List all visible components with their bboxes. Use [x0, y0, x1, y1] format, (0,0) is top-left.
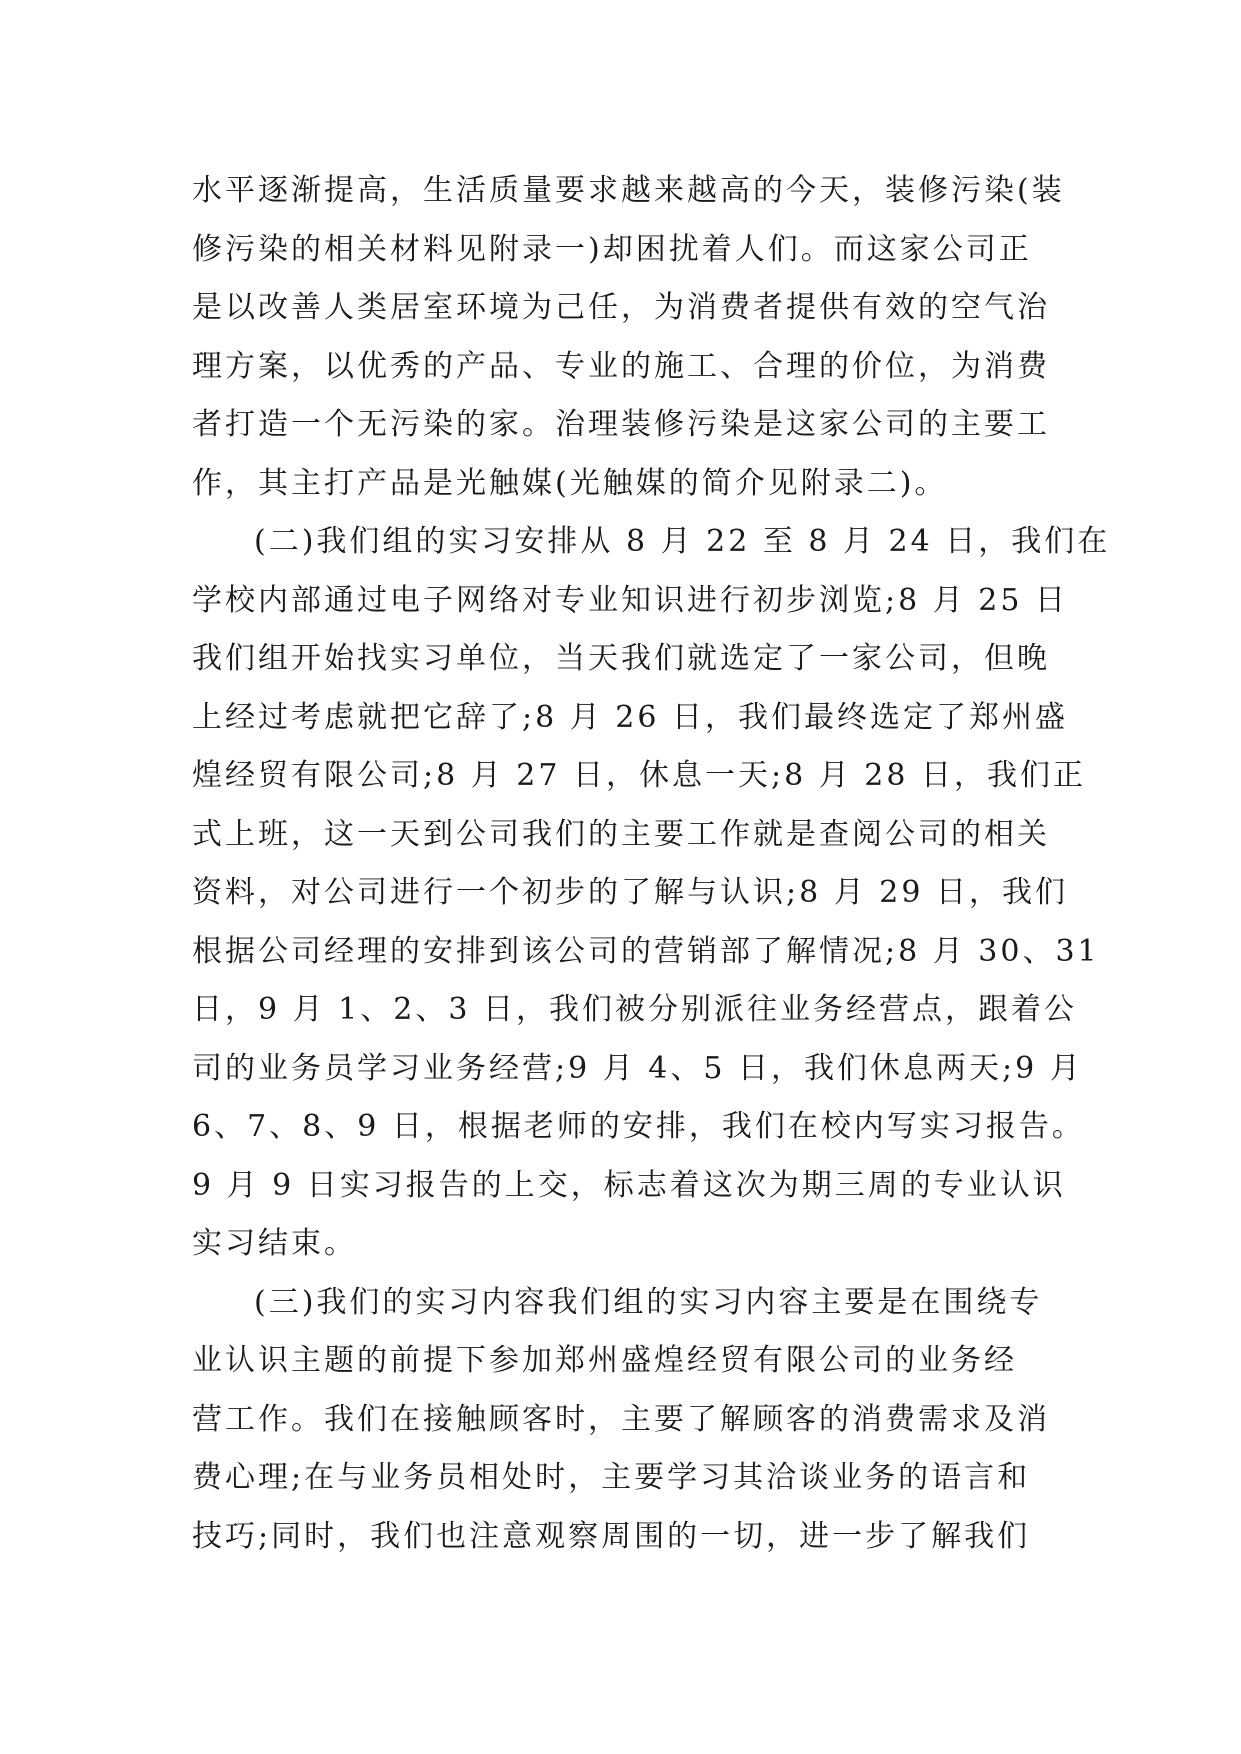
text-line: 6、7、8、9 日，根据老师的安排，我们在校内写实习报告。: [192, 1109, 1085, 1144]
text-line: 式上班，这一天到公司我们的主要工作就是查阅公司的相关: [192, 816, 1050, 852]
paragraph-start-line: (二)我们组的实习安排从 8 月 22 至 8 月 24 日，我们在: [254, 524, 1111, 559]
paragraph-start-line: (三)我们的实习内容我们组的实习内容主要是在围绕专: [254, 1284, 1043, 1320]
text-line: 作，其主打产品是光触媒(光触媒的简介见附录二)。: [192, 465, 948, 501]
text-line: 业认识主题的前提下参加郑州盛煌经贸有限公司的业务经: [192, 1343, 1017, 1378]
text-line: 9 月 9 日实习报告的上交，标志着这次为期三周的专业认识: [192, 1167, 1066, 1203]
text-line: 我们组开始找实习单位，当天我们就选定了一家公司，但晚: [192, 641, 1050, 676]
text-line: 实习结束。: [192, 1226, 357, 1261]
text-line: 营工作。我们在接触顾客时，主要了解顾客的消费需求及消: [192, 1401, 1050, 1437]
body-text: [192, 162, 1111, 1566]
text-line: 根据公司经理的安排到该公司的营销部了解情况;8 月 30、31: [192, 933, 1100, 969]
text-line: 日，9 月 1、2、3 日，我们被分别派往业务经营点，跟着公: [192, 992, 1077, 1027]
text-line: 修污染的相关材料见附录一)却困扰着人们。而这家公司正: [192, 231, 1032, 267]
text-line: 技巧;同时，我们也注意观察周围的一切，进一步了解我们: [192, 1518, 1031, 1554]
text-line: 者打造一个无污染的家。治理装修污染是这家公司的主要工: [192, 407, 1050, 442]
text-line: 资料，对公司进行一个初步的了解与认识;8 月 29 日，我们: [192, 875, 1068, 910]
text-line: 煌经贸有限公司;8 月 27 日，休息一天;8 月 28 日，我们正: [192, 758, 1086, 793]
text-line: 水平逐渐提高，生活质量要求越来越高的今天，装修污染(装: [192, 173, 1065, 208]
text-line: 上经过考虑就把它辞了;8 月 26 日，我们最终选定了郑州盛: [192, 699, 1068, 735]
text-line: 司的业务员学习业务经营;9 月 4、5 日，我们休息两天;9 月: [192, 1050, 1083, 1086]
text-line: 学校内部通过电子网络对专业知识进行初步浏览;8 月 25 日: [192, 582, 1068, 618]
text-line: 费心理;在与业务员相处时，主要学习其洽谈业务的语言和: [192, 1460, 1031, 1495]
text-line: 理方案，以优秀的产品、专业的施工、合理的价位，为消费: [192, 348, 1050, 384]
text-line: 是以改善人类居室环境为己任，为消费者提供有效的空气治: [192, 290, 1050, 325]
